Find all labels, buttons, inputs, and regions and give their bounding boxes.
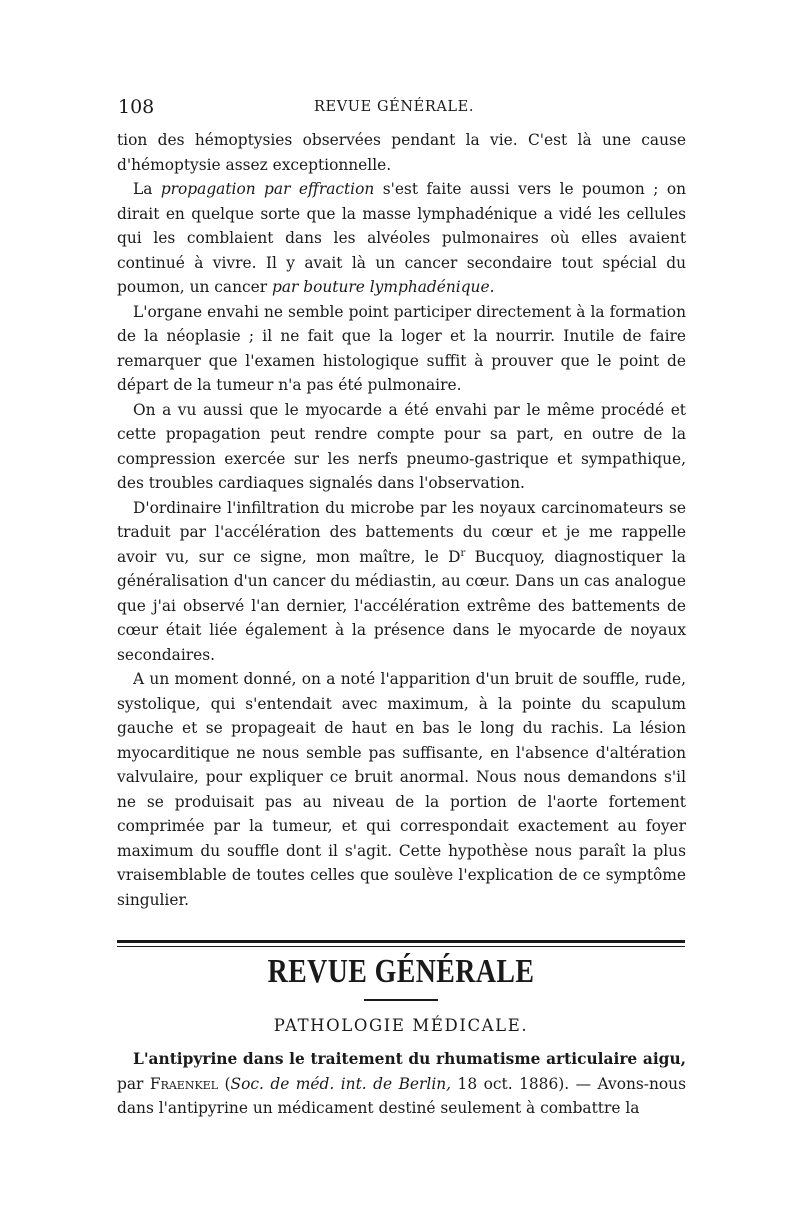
text-run: par [117, 1074, 150, 1093]
text-run: Bucquoy, diagnostiquer la généralisation d'un cancer du médiastin, au cœur. Dans un cas analogue que j'ai observé l'an dernier, l'accélération extrême des battements de cœur était liée également à la présence dans le myocarde de noyaux secondaires. [117, 547, 686, 664]
text-run: D'ordinaire l'infiltration du microbe par les noyaux carcinomateurs se traduit par l'accélération des battements du cœur et je me rappelle avoir vu, sur ce signe, mon maître, le D [117, 498, 686, 566]
subsection-title: PATHOLOGIE MÉDICALE. [273, 1016, 529, 1035]
paragraph-infiltration [117, 496, 686, 668]
paragraph-propagation [117, 177, 686, 300]
paragraph-murmur: A un moment donné, on a noté l'apparition d'un bruit de souffle, rude, systolique, qui s'entendait avec maximum, à la pointe du scapulum gauche et se propageait de haut en bas le long du rachis. La lésion myocarditique ne nous semble pas suffisante, en l'absence d'altération valvulaire, pour expliquer ce bruit anormal. Nous nous demandons s'il ne se produisait pas au niveau de la portion de l'aorte fortement comprimée par la tumeur, et qui correspondait exactement au foyer maximum du souffle dont il s'agit. Cette hypothèse nous paraît la plus vraisemblable de toutes celles que soulève l'explication de ce symptôme singulier. [117, 670, 686, 909]
article-source: Soc. de méd. int. de Berlin, [230, 1074, 452, 1093]
page-number: 108 [118, 96, 155, 118]
text-run: ( [218, 1074, 231, 1093]
article-text: Avons-nous dans l'antipyrine un médicament destiné seulement à combattre la [117, 1074, 686, 1117]
title-underline [364, 999, 438, 1001]
section-title: REVUE GÉNÉRALE [267, 953, 535, 990]
article-paragraph [117, 1047, 686, 1121]
superscript: r [460, 547, 466, 559]
article-date: 18 oct. 1886). — [451, 1074, 598, 1093]
paragraph-organ: L'organe envahi ne semble point participer directement à la formation de la néoplasie ; il ne fait que la loger et la nourrir. Inutile de faire remarquer que l'examen histologique suffit à prouver que le point de départ de la tumeur n'a pas été pulmonaire. [117, 302, 686, 394]
section-divider-thin [117, 946, 685, 947]
paragraph-hemoptysis: tion des hémoptysies observées pendant la vie. C'est là une cause d'hémoptysie assez exceptionnelle. [117, 131, 686, 174]
text-run: La [133, 180, 161, 198]
section-divider-thick [117, 940, 685, 943]
italic-term: par bouture lymphadénique. [272, 278, 495, 296]
running-head-title: REVUE GÉNÉRALE. [314, 99, 475, 115]
text-run: s'est faite aussi vers le poumon ; on dirait en quelque sorte que la masse lymphadénique a vidé les cellules qui les comblaient dans les alvéoles pulmonaires où elles avaient continué à vivre. Il y avait là un cancer secondaire tout spécial du poumon, un cancer [117, 180, 687, 296]
italic-term: propagation par effraction [160, 180, 375, 198]
body-text [117, 128, 686, 912]
paragraph-myocardium: On a vu aussi que le myocarde a été envahi par le même procédé et cette propagation peut rendre compte pour sa part, en outre de la compression exercée sur les nerfs pneumo-gastrique et sympathique, des troubles cardiaques signalés dans l'observation. [117, 400, 686, 492]
article [117, 1047, 686, 1121]
running-head [118, 96, 686, 120]
article-author: Fraenkel [149, 1074, 219, 1093]
article-title: L'antipyrine dans le traitement du rhumatisme articulaire aigu, [133, 1050, 686, 1068]
